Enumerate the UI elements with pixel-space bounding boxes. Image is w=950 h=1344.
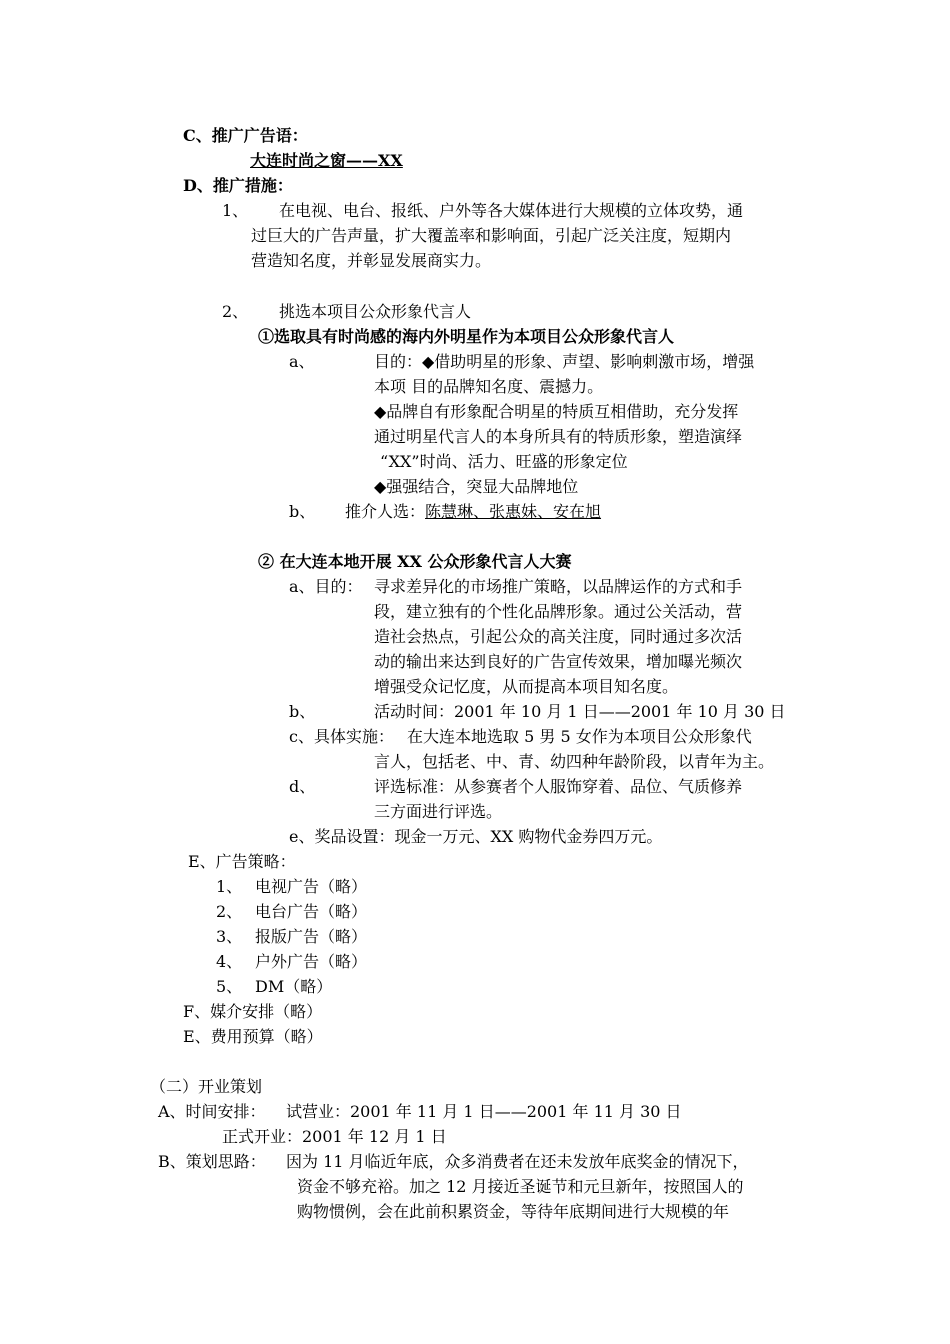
e-item-number: 2、 — [216, 902, 243, 921]
section-d-heading: D、推广措施： — [183, 176, 293, 195]
d-item1-number: 1、 — [222, 201, 249, 220]
sub1-a-line: 本项 目的品牌知名度、震撼力。 — [374, 377, 604, 396]
sub2-a-line: 动的输出来达到良好的广告宣传效果，增加曝光频次 — [374, 652, 743, 671]
sub2-a-line: 寻求差异化的市场推广策略，以品牌运作的方式和手 — [374, 577, 743, 596]
sub2-d-line: 评选标准：从参赛者个人服饰穿着、品位、气质修养 — [374, 777, 743, 796]
opening-heading: （二）开业策划 — [150, 1077, 263, 1096]
opening-b-label: B、策划思路： — [158, 1152, 266, 1171]
section-e-heading: E、广告策略： — [188, 852, 296, 871]
sub2-d-line: 三方面进行评选。 — [374, 802, 503, 821]
opening-b-line: 因为 11 月临近年底，众多消费者在还未发放年底奖金的情况下， — [286, 1152, 749, 1171]
sub1-a-line: “XX”时尚、活力、旺盛的形象定位 — [380, 452, 628, 471]
d-item1-line: 过巨大的广告声量，扩大覆盖率和影响面，引起广泛关注度，短期内 — [251, 226, 732, 245]
e-item-text: 电台广告（略） — [255, 902, 368, 921]
sub1-a-line: 目的：◆借助明星的形象、声望、影响刺激市场，增强 — [374, 352, 755, 371]
opening-b-line: 购物惯例，会在此前积累资金，等待年底期间进行大规模的年 — [297, 1202, 730, 1221]
opening-a-line: 试营业：2001 年 11 月 1 日——2001 年 11 月 30 日 — [286, 1102, 682, 1121]
section-f: F、媒介安排（略） — [183, 1002, 323, 1021]
sub2-a-line: 造社会热点，引起公众的高关注度，同时通过多次活 — [374, 627, 743, 646]
sub1-a-line: ◆强强结合，突显大品牌地位 — [374, 477, 579, 496]
e-item-text: 户外广告（略） — [255, 952, 368, 971]
sub1-a-line: ◆品牌自有形象配合明星的特质互相借助，充分发挥 — [374, 402, 739, 421]
sub1-b-line — [345, 500, 601, 524]
sub2-title: ② 在大连本地开展 XX 公众形象代言人大赛 — [258, 552, 572, 571]
sub2-c-line: 言人，包括老、中、青、幼四种年龄阶段，以青年为主。 — [374, 752, 775, 771]
spokesperson-candidates: 陈慧琳、张惠妹、安在旭 — [425, 502, 602, 521]
e-item-text: 报版广告（略） — [255, 927, 368, 946]
e-item-number: 5、 — [216, 977, 243, 996]
slogan: 大连时尚之窗——XX — [250, 151, 403, 170]
opening-a-line: 正式开业：2001 年 12 月 1 日 — [222, 1127, 447, 1146]
sub2-a-label: a、目的： — [289, 577, 363, 596]
d-item2-number: 2、 — [222, 302, 249, 321]
sub2-d-label: d、 — [289, 777, 316, 796]
e-item-text: 电视广告（略） — [255, 877, 368, 896]
sub2-e-line: e、奖品设置：现金一万元、XX 购物代金券四万元。 — [289, 827, 663, 846]
e-item-text: DM（略） — [255, 977, 333, 996]
section-e-budget: E、费用预算（略） — [183, 1027, 323, 1046]
section-c-heading: C、推广广告语： — [183, 126, 308, 145]
sub2-c-line: 在大连本地选取 5 男 5 女作为本项目公众形象代 — [407, 727, 752, 746]
d-item1-line: 营造知名度，并彰显发展商实力。 — [251, 251, 492, 270]
d-item2-title: 挑选本项目公众形象代言人 — [279, 302, 472, 321]
sub2-a-line: 增强受众记忆度，从而提高本项目知名度。 — [374, 677, 679, 696]
sub1-title: ①选取具有时尚感的海内外明星作为本项目公众形象代言人 — [258, 327, 675, 346]
d-item1-line: 在电视、电台、报纸、户外等各大媒体进行大规模的立体攻势，通 — [279, 201, 744, 220]
sub1-a-line: 通过明星代言人的本身所具有的特质形象，塑造演绎 — [374, 427, 743, 446]
sub2-b-line: 活动时间：2001 年 10 月 1 日——2001 年 10 月 30 日 — [374, 702, 786, 721]
sub2-c-label: c、具体实施： — [289, 727, 394, 746]
opening-b-line: 资金不够充裕。加之 12 月接近圣诞节和元旦新年，按照国人的 — [297, 1177, 744, 1196]
sub1-b-label: b、 — [289, 502, 316, 521]
e-item-number: 3、 — [216, 927, 243, 946]
sub2-b-label: b、 — [289, 702, 316, 721]
e-item-number: 4、 — [216, 952, 243, 971]
sub1-b-prefix: 推介人选： — [345, 502, 426, 521]
opening-a-label: A、时间安排： — [158, 1102, 266, 1121]
sub2-a-line: 段，建立独有的个性化品牌形象。通过公关活动，营 — [374, 602, 743, 621]
sub1-a-label: a、 — [289, 352, 315, 371]
e-item-number: 1、 — [216, 877, 243, 896]
